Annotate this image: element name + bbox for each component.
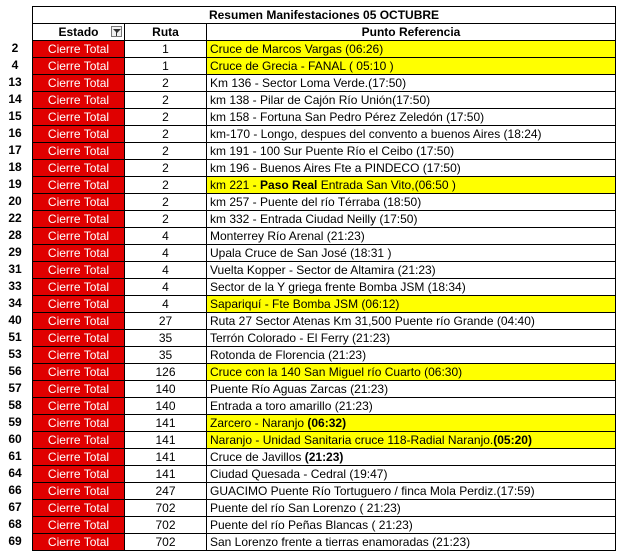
estado-cell[interactable]: Cierre Total xyxy=(33,92,125,109)
estado-cell[interactable]: Cierre Total xyxy=(33,296,125,313)
row-number[interactable]: 33 xyxy=(8,279,22,293)
referencia-bold-text: Paso Real xyxy=(260,178,318,192)
referencia-cell[interactable]: Cruce de Grecia - FANAL ( 05:10 ) xyxy=(207,58,616,75)
table-row[interactable] xyxy=(33,330,616,347)
table-row[interactable] xyxy=(33,534,616,551)
ruta-cell[interactable]: 4 xyxy=(125,279,207,296)
estado-cell[interactable]: Cierre Total xyxy=(33,466,125,483)
estado-cell[interactable]: Cierre Total xyxy=(33,381,125,398)
row-number[interactable]: 59 xyxy=(8,415,22,429)
table-row[interactable] xyxy=(33,245,616,262)
referencia-cell[interactable]: Puente del río San Lorenzo ( 21:23) xyxy=(207,500,616,517)
row-number[interactable]: 17 xyxy=(8,143,22,157)
table-row[interactable] xyxy=(33,364,616,381)
estado-cell[interactable]: Cierre Total xyxy=(33,364,125,381)
filter-icon[interactable] xyxy=(111,26,122,37)
ruta-cell[interactable]: 4 xyxy=(125,262,207,279)
referencia-cell[interactable]: Monterrey Río Arenal (21:23) xyxy=(207,228,616,245)
table-row[interactable] xyxy=(33,432,616,449)
estado-cell[interactable]: Cierre Total xyxy=(33,245,125,262)
row-number[interactable]: 13 xyxy=(8,75,22,89)
ruta-cell[interactable]: 247 xyxy=(125,483,207,500)
header-punto-referencia[interactable]: Punto Referencia xyxy=(207,24,616,41)
ruta-cell[interactable]: 4 xyxy=(125,228,207,245)
table-row[interactable] xyxy=(33,194,616,211)
ruta-cell[interactable]: 35 xyxy=(125,347,207,364)
table-row[interactable] xyxy=(33,466,616,483)
table-row[interactable] xyxy=(33,296,616,313)
ruta-cell[interactable]: 140 xyxy=(125,381,207,398)
estado-cell[interactable]: Cierre Total xyxy=(33,58,125,75)
header-estado[interactable] xyxy=(33,24,125,41)
referencia-cell[interactable]: km 158 - Fortuna San Pedro Pérez Zeledón (17:50) xyxy=(207,109,616,126)
referencia-cell[interactable] xyxy=(207,177,616,194)
referencia-cell[interactable]: Entrada a toro amarillo (21:23) xyxy=(207,398,616,415)
ruta-cell[interactable]: 35 xyxy=(125,330,207,347)
referencia-cell[interactable]: Km 136 - Sector Loma Verde.(17:50) xyxy=(207,75,616,92)
referencia-cell[interactable]: Ciudad Quesada - Cedral (19:47) xyxy=(207,466,616,483)
estado-cell[interactable]: Cierre Total xyxy=(33,432,125,449)
referencia-cell[interactable]: Cruce de Marcos Vargas (06:26) xyxy=(207,41,616,58)
estado-cell[interactable]: Cierre Total xyxy=(33,534,125,551)
ruta-cell[interactable]: 4 xyxy=(125,296,207,313)
row-number[interactable]: 29 xyxy=(8,245,22,259)
sheet-title: Resumen Manifestaciones 05 OCTUBRE xyxy=(33,7,616,24)
referencia-text: Entrada San Vito,(06:50 ) xyxy=(317,178,456,192)
ruta-cell[interactable]: 1 xyxy=(125,58,207,75)
referencia-cell[interactable]: GUACIMO Puente Río Tortuguero / finca Mola Perdiz.(17:59) xyxy=(207,483,616,500)
ruta-cell[interactable]: 2 xyxy=(125,177,207,194)
row-number[interactable]: 66 xyxy=(8,483,22,497)
ruta-cell[interactable]: 141 xyxy=(125,449,207,466)
row-number[interactable]: 2 xyxy=(11,41,19,55)
table-row[interactable] xyxy=(33,500,616,517)
row-number[interactable]: 61 xyxy=(8,449,22,463)
row-number[interactable]: 31 xyxy=(8,262,22,276)
estado-cell[interactable]: Cierre Total xyxy=(33,347,125,364)
table-row[interactable] xyxy=(33,347,616,364)
estado-cell[interactable]: Cierre Total xyxy=(33,517,125,534)
ruta-cell[interactable]: 1 xyxy=(125,41,207,58)
referencia-cell[interactable]: km 191 - 100 Sur Puente Río el Ceibo (17:50) xyxy=(207,143,616,160)
estado-cell[interactable]: Cierre Total xyxy=(33,483,125,500)
ruta-cell[interactable]: 141 xyxy=(125,432,207,449)
referencia-cell[interactable]: Sapariquí - Fte Bomba JSM (06:12) xyxy=(207,296,616,313)
ruta-cell[interactable]: 141 xyxy=(125,415,207,432)
row-number[interactable]: 53 xyxy=(8,347,22,361)
estado-cell[interactable]: Cierre Total xyxy=(33,500,125,517)
table-row[interactable] xyxy=(33,126,616,143)
table-row[interactable] xyxy=(33,75,616,92)
referencia-cell[interactable] xyxy=(207,449,616,466)
table-row[interactable] xyxy=(33,228,616,245)
row-number[interactable]: 16 xyxy=(8,126,22,140)
row-number[interactable]: 4 xyxy=(11,58,19,72)
estado-cell[interactable]: Cierre Total xyxy=(33,228,125,245)
ruta-cell[interactable]: 27 xyxy=(125,313,207,330)
row-number[interactable]: 51 xyxy=(8,330,22,344)
referencia-cell[interactable]: Upala Cruce de San José (18:31 ) xyxy=(207,245,616,262)
table-row[interactable] xyxy=(33,58,616,75)
row-number[interactable]: 22 xyxy=(8,211,22,225)
estado-cell[interactable]: Cierre Total xyxy=(33,126,125,143)
referencia-cell[interactable] xyxy=(207,415,616,432)
table-row[interactable] xyxy=(33,415,616,432)
table-row[interactable] xyxy=(33,483,616,500)
referencia-cell[interactable]: km-170 - Longo, despues del convento a buenos Aires (18:24) xyxy=(207,126,616,143)
table-row[interactable] xyxy=(33,109,616,126)
referencia-bold-text: (05:20) xyxy=(493,433,532,447)
ruta-cell[interactable]: 702 xyxy=(125,517,207,534)
table-row[interactable] xyxy=(33,279,616,296)
estado-cell[interactable]: Cierre Total xyxy=(33,330,125,347)
estado-cell[interactable]: Cierre Total xyxy=(33,75,125,92)
ruta-cell[interactable]: 2 xyxy=(125,92,207,109)
ruta-cell[interactable]: 2 xyxy=(125,143,207,160)
estado-cell[interactable]: Cierre Total xyxy=(33,160,125,177)
referencia-text: Cruce de Javillos xyxy=(210,450,305,464)
ruta-cell[interactable]: 140 xyxy=(125,398,207,415)
referencia-cell[interactable]: Puente Río Aguas Zarcas (21:23) xyxy=(207,381,616,398)
ruta-cell[interactable]: 702 xyxy=(125,534,207,551)
ruta-cell[interactable]: 4 xyxy=(125,245,207,262)
row-number[interactable]: 34 xyxy=(8,296,22,310)
row-number[interactable]: 14 xyxy=(8,92,22,106)
ruta-cell[interactable]: 2 xyxy=(125,126,207,143)
table-row[interactable] xyxy=(33,177,616,194)
referencia-cell[interactable]: km 138 - Pilar de Cajón Río Unión(17:50) xyxy=(207,92,616,109)
row-number[interactable]: 19 xyxy=(8,177,22,191)
referencia-cell[interactable]: Vuelta Kopper - Sector de Altamira (21:23) xyxy=(207,262,616,279)
table-row[interactable] xyxy=(33,517,616,534)
row-number[interactable]: 67 xyxy=(8,500,22,514)
header-ruta[interactable]: Ruta xyxy=(125,24,207,41)
referencia-cell[interactable]: km 257 - Puente del río Térraba (18:50) xyxy=(207,194,616,211)
ruta-cell[interactable]: 2 xyxy=(125,75,207,92)
estado-cell[interactable]: Cierre Total xyxy=(33,262,125,279)
table-row[interactable] xyxy=(33,143,616,160)
row-number[interactable]: 69 xyxy=(8,534,22,548)
row-number[interactable]: 20 xyxy=(8,194,22,208)
row-number[interactable]: 57 xyxy=(8,381,22,395)
row-number[interactable]: 28 xyxy=(8,228,22,242)
referencia-text: Zarcero - Naranjo xyxy=(210,416,308,430)
referencia-cell[interactable]: km 196 - Buenos Aires Fte a PINDECO (17:50) xyxy=(207,160,616,177)
referencia-cell[interactable]: Puente del río Peñas Blancas ( 21:23) xyxy=(207,517,616,534)
referencia-text: km 221 - xyxy=(210,178,261,192)
estado-cell[interactable]: Cierre Total xyxy=(33,398,125,415)
estado-cell[interactable]: Cierre Total xyxy=(33,194,125,211)
ruta-cell[interactable]: 702 xyxy=(125,500,207,517)
referencia-bold-text: (21:23) xyxy=(304,450,344,464)
referencia-text: Naranjo - Unidad Sanitaria cruce 118-Radial Naranjo. xyxy=(210,433,494,447)
ruta-cell[interactable]: 2 xyxy=(125,160,207,177)
row-number[interactable]: 40 xyxy=(8,313,22,327)
estado-cell[interactable]: Cierre Total xyxy=(33,177,125,194)
table-row[interactable] xyxy=(33,313,616,330)
row-number[interactable]: 68 xyxy=(8,517,22,531)
estado-cell[interactable]: Cierre Total xyxy=(33,211,125,228)
row-number[interactable]: 18 xyxy=(8,160,22,174)
table-row[interactable] xyxy=(33,92,616,109)
referencia-cell[interactable]: Sector de la Y griega frente Bomba JSM (18:34) xyxy=(207,279,616,296)
table-row[interactable] xyxy=(33,398,616,415)
table-row[interactable] xyxy=(33,381,616,398)
ruta-cell[interactable]: 126 xyxy=(125,364,207,381)
row-number[interactable]: 64 xyxy=(8,466,22,480)
referencia-cell[interactable]: km 332 - Entrada Ciudad Neilly (17:50) xyxy=(207,211,616,228)
estado-cell[interactable]: Cierre Total xyxy=(33,415,125,432)
referencia-cell[interactable] xyxy=(207,432,616,449)
table-row[interactable] xyxy=(33,41,616,58)
ruta-cell[interactable]: 2 xyxy=(125,211,207,228)
row-number[interactable]: 58 xyxy=(8,398,22,412)
ruta-cell[interactable]: 141 xyxy=(125,466,207,483)
referencia-cell[interactable]: San Lorenzo frente a tierras enamoradas (21:23) xyxy=(207,534,616,551)
row-number[interactable]: 56 xyxy=(8,364,22,378)
table-row[interactable] xyxy=(33,160,616,177)
referencia-cell[interactable]: Cruce con la 140 San Miguel río Cuarto (06:30) xyxy=(207,364,616,381)
estado-cell[interactable]: Cierre Total xyxy=(33,449,125,466)
table-row[interactable] xyxy=(33,449,616,466)
manifestaciones-table xyxy=(32,6,616,551)
row-number[interactable]: 60 xyxy=(8,432,22,446)
referencia-bold-text: (06:32) xyxy=(307,416,347,430)
table-row[interactable] xyxy=(33,211,616,228)
estado-cell[interactable]: Cierre Total xyxy=(33,279,125,296)
estado-cell[interactable]: Cierre Total xyxy=(33,313,125,330)
referencia-cell[interactable]: Terrón Colorado - El Ferry (21:23) xyxy=(207,330,616,347)
header-estado-label: Estado xyxy=(58,25,99,39)
ruta-cell[interactable]: 2 xyxy=(125,194,207,211)
referencia-cell[interactable]: Ruta 27 Sector Atenas Km 31,500 Puente río Grande (04:40) xyxy=(207,313,616,330)
estado-cell[interactable]: Cierre Total xyxy=(33,41,125,58)
estado-cell[interactable]: Cierre Total xyxy=(33,143,125,160)
ruta-cell[interactable]: 2 xyxy=(125,109,207,126)
estado-cell[interactable]: Cierre Total xyxy=(33,109,125,126)
row-number[interactable]: 15 xyxy=(8,109,22,123)
referencia-cell[interactable]: Rotonda de Florencia (21:23) xyxy=(207,347,616,364)
table-row[interactable] xyxy=(33,262,616,279)
